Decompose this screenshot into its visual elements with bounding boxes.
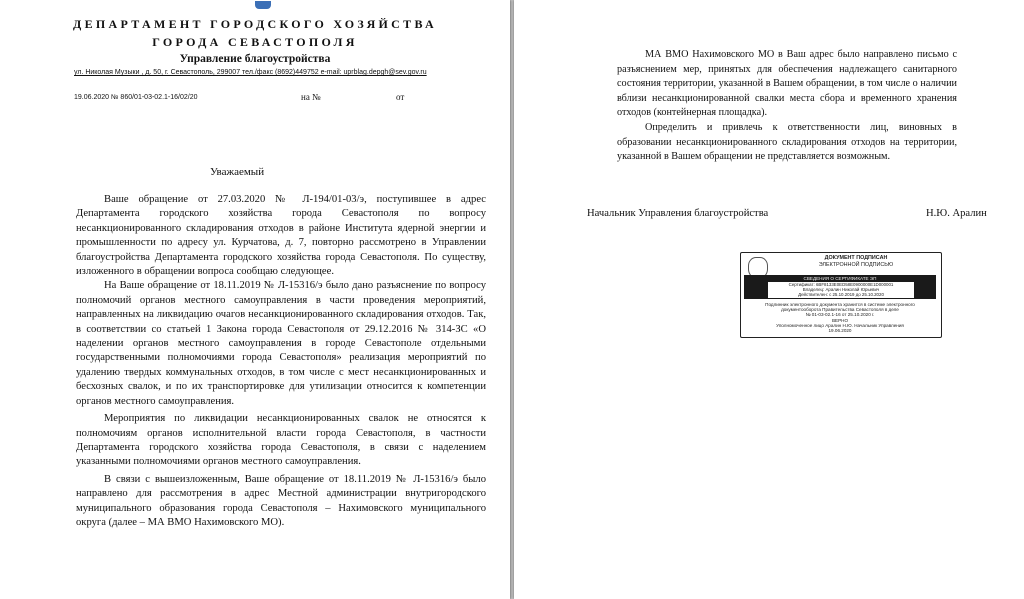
certificate-info-box [744,275,936,299]
stamp-subheading: ЭЛЕКТРОННОЙ ПОДПИСЬЮ [818,262,894,268]
letter-page-1 [0,0,510,599]
paragraph: В связи с вышеизложенным, Ваше обращение от 18.11.2019 № Л-15316/э было направлено для рассмотрения в адрес Местной администрации внутригородского муниципального образования города Севастополя – Нахимовского муниципального округа (далее – МА ВМО Нахимовского МО). [76,473,486,528]
certificate-info-title: СВЕДЕНИЯ О СЕРТИФИКАТЕ ЭП [803,276,877,281]
stamp-heading: ДОКУМЕНТ ПОДПИСАН [824,255,888,261]
signature-title: Начальник Управления благоустройства [587,208,769,219]
stamp-footer-line: 19.06.2020 [828,328,852,333]
paragraph: Ваше обращение от 27.03.2020 № Л-194/01-03/э, поступившее в адрес Департамента городского хозяйства города Севастополя по вопросу несанкционированного складирования отходов в районе Института ядерной энергии и промышленности по адресу ул. Курчатова, д. 7, повторно рассмотрено в Управлении благоустройства Департамента городского хозяйства города Севастополя. По существу, изложенного в обращении вопроса сообщаю следующее. [76,194,486,278]
paragraph: Определить и привлечь к ответственности лиц, виновных в образовании несанкционированного складирования отходов на территории, указанной в Вашем обращении не представляется возможным. [617,121,957,163]
certificate-owner: Владелец: Аралин Николай Юрьевич [768,287,914,292]
reference-number-label: на № [301,92,321,102]
letter-page-2 [514,0,1024,599]
certificate-serial: Сертификат: 6BF8133E0ED58E0900000E1D000001 [768,282,914,288]
registration-number: 19.06.2020 № 860/01-03-02.1-16/02/20 [74,94,198,101]
letter-body-page1 [76,193,486,530]
department-address: ул. Николая Музыки , д. 50, г. Севастополь, 299007 тел./факс (8692)449752 e-mail: uprblag.depgh@sev.gov.ru [74,69,427,76]
city-crest-icon [255,1,271,9]
paragraph: МА ВМО Нахимовского МО в Ваш адрес было направлено письмо с разъяснением мер, принятых для обеспечения надлежащего санитарного состояния территории, указанной в Вашем обращении, в том числе о наличии вблизи несанкционированной свалки места сбора и временного хранения отходов (контейнерная площадка). [617,49,957,119]
paragraph: Мероприятия по ликвидации несанкционированных свалок не относятся к полномочиям органов исполнительной власти города Севастополя, в частности Департамента городского хозяйства города Севастополя, в связи с наделением указанными полномочиями органов местного самоуправления. [76,413,486,468]
letter-body-page2 [617,48,957,165]
greeting: Уважаемый [210,166,265,178]
stamp-footer-line: № 01-03-02.1-16 от 25.10.2020 г. [805,312,875,317]
certificate-validity: Действителен: с 25.10.2019 до 25.10.2020 [768,292,914,298]
stamp-footer-line: Подлинник электронного документа хранится в системе электронного [765,302,915,307]
stamp-footer-line: Уполномоченное лицо Аралин Н.Ю. Начальник Управления [776,323,904,328]
stamp-footer-line: ВЕРНО [831,318,849,323]
signature-name: Н.Ю. Аралин [926,208,987,219]
division-name: Управление благоустройства [179,53,331,65]
electronic-signature-stamp [740,252,942,338]
department-name-line2: ГОРОДА СЕВАСТОПОЛЯ [152,35,358,49]
paragraph: На Ваше обращение от 18.11.2019 № Л-15316/э было дано разъяснение по вопросу полномочий органов местного самоуправления в части проведения мероприятий, направленных на ликвидацию очагов несанкционированного складирования отходов. Так, в соответствии со статьей 1 Закона города Севастополя от 29.12.2016 № 314-ЗС «О наделении органов местного самоуправления в городе Севастополе отдельными государственными полномочиями города Севастополя» реализация мероприятий по удалению твердых коммунальных отходов, в том числе с мест несанкционированных и бесхозных свалок, и по их транспортировке для утилизации относится к компетенции органов местного самоуправления. [76,280,486,407]
reference-date-label: от [396,92,405,102]
stamp-footer-line: документооборота Правительства Севастополя в деле [781,307,899,312]
department-name-line1: ДЕПАРТАМЕНТ ГОРОДСКОГО ХОЗЯЙСТВА [73,17,437,31]
